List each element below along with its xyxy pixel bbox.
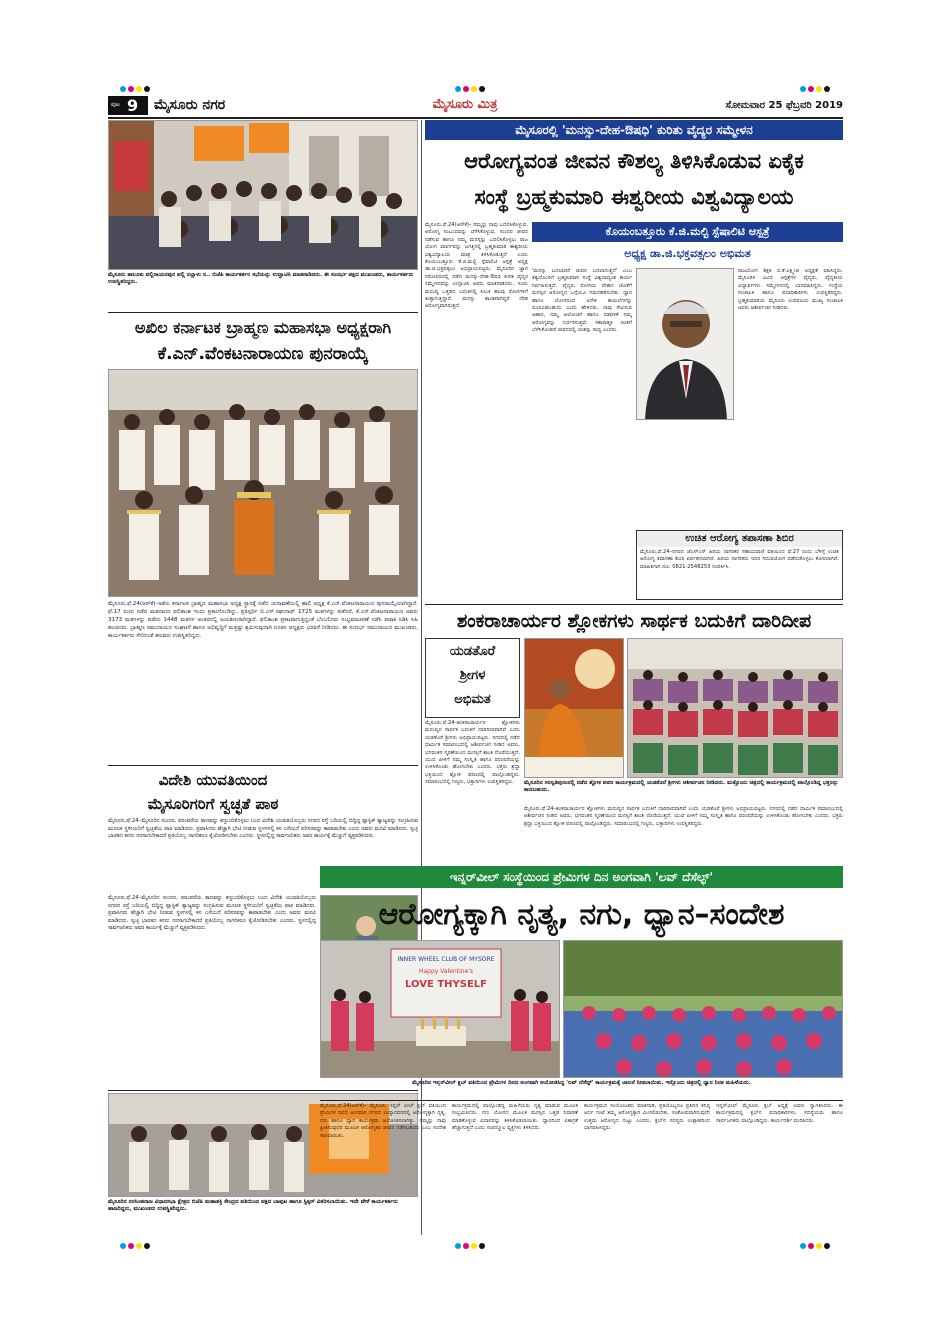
issue-date: ಸೋಮವಾರ 25 ಫೆಬ್ರವರಿ 2019 xyxy=(725,100,843,111)
vaidya-sub-2: ಅಧ್ಯಕ್ಷ ಡಾ.ಜಿ.ಭಕ್ತವತ್ಸಲಂ ಅಭಿಮತ xyxy=(624,247,751,260)
bjp-caption: ಮೈಸೂರು ತಾಲೂಕು ವಲ್ಲಿರಾಯನಪುರ ವಲ್ಲಿ ನಲ್ಲಾಳು ನ.. ಬಿಜೆಪಿ ಕಾರ್ಯಕರ್ತರ ಸಭೆಯನ್ನು ಉದ್ಘಾಟಿಸಿ ಮಾತನಾಡಿದರು. ಈ ಸಂದರ್ಭ ಪಕ್ಷದ ಮುಖಂಡರು, ಕಾರ್ಯಕರ್ತರು ಉಪಸ್ಥಿತರಿದ್ದರು. xyxy=(108,272,414,286)
registration-marks-top-right xyxy=(800,86,830,92)
brahmana-headline-1: ಅಖಿಲ ಕರ್ನಾಟಕ ಬ್ರಾಹ್ಮಣ ಮಹಾಸಭಾ ಅಧ್ಯಕ್ಷರಾಗಿ xyxy=(134,318,392,337)
vaidya-body-1: ಮೈಸೂರು,ಫೆ.24(ಆರ್‌ಕೆ)– ನಮ್ಮನ್ನು ನಾವು ಬದಲಿಸಿಕೊಳ್ಳುವ, ಆರೋಗ್ಯ ಸಂಬಂಧವನ್ನು ಬೆಳೆಸಿಕೊಳ್ಳುವ, ಸುಂದರ ಜೀವನ ನಡೆಸುವ ಹಾಗೂ ನಮ್ಮ ಮನಸ್ಸನ್ನು ಬದಲಿಸಿಕೊಳ್ಳಲು ರಾಜ ಯೋಗ ಮಾರ್ಗವನ್ನು ಜಗತ್ತಿನಲ್ಲಿ ಬ್ರಹ್ಮಕುಮಾರಿ ಈಶ್ವರೀಯ ವಿಶ್ವವಿದ್ಯಾಲಯ ಮಾತ್ರ ತಿಳಿಸಿಕೊಡುತ್ತಿದೆ ಎಂದು ಕೊಯಂಬತ್ತೂರು ಕೆ.ಜಿ.ಮಲ್ಟಿ ಸ್ಪೆಷಾಲಿಟಿ ಆಸ್ಪತ್ರೆ ಅಧ್ಯಕ್ಷ ಡಾ.ಜಿ.ಭಕ್ತವತ್ಸಲಂ ಅಭಿಪ್ರಾಯಪಟ್ಟರು. ಮೈಸೂರಿನ ಜ್ಞಾನ ಸರೋವರದಲ್ಲಿ ನಡೆದ ಮನಸ್ಸು-ದೇಹ-ಔಷಧಿ ಕುರಿತ ವೈದ್ಯರ ಸಮ್ಮೇಳನವನ್ನು ಉದ್ಘಾಟಿಸಿ ಅವರು ಮಾತನಾಡಿದರು. ಇಂದು ಮನುಷ್ಯ ಒತ್ತಡದ ಬದುಕಿನಲ್ಲಿ ಸಿಲುಕಿ ಹಲವು ರೋಗಗಳಿಗೆ ತುತ್ತಾಗುತ್ತಿದ್ದಾನೆ. ಮನಸ್ಸು ಶಾಂತವಾಗಿದ್ದರೆ ದೇಹ ಆರೋಗ್ಯವಾಗಿರುತ್ತದೆ. xyxy=(425,222,528,310)
divider-left-2 xyxy=(108,765,418,766)
shankara-headline: ಶಂಕರಾಚಾರ್ಯರ ಶ್ಲೋಕಗಳು ಸಾರ್ಥಕ ಬದುಕಿಗೆ ದಾರಿದೀಪ xyxy=(456,610,812,632)
section-title: ಮೈಸೂರು ನಗರ xyxy=(154,97,226,113)
vaidya-kicker: ಮೈಸೂರಲ್ಲಿ 'ಮನಸ್ಸು-ದೇಹ-ಔಷಧಿ' ಕುರಿತು ವೈದ್ಯರ ಸಮ್ಮೇಳನ xyxy=(425,120,843,140)
shankara-caption: ಮೈಸೂರಿನ ಸರಸ್ವತಿಪುರಂನಲ್ಲಿ ನಡೆದ ಶ್ಲೋಕ ಪಠಣ ಕಾರ್ಯಕ್ರಮದಲ್ಲಿ ಯಡತೊರೆ ಶ್ರೀಗಳು ಆಶೀರ್ವಚನ ನೀಡಿದರು. ಮತ್ತೊಂದು ಚಿತ್ರದಲ್ಲಿ ಕಾರ್ಯಕ್ರಮದಲ್ಲಿ ಪಾಲ್ಗೊಂಡಿದ್ದ ಭಕ್ತರನ್ನು ಕಾಣಬಹುದು. xyxy=(524,780,839,794)
masthead xyxy=(108,95,843,117)
doctor-portrait-photo xyxy=(636,268,734,420)
innerwheel-banner-3: LOVE THYSELF xyxy=(405,979,487,990)
videshi-body-cont xyxy=(108,895,316,1005)
innerwheel-headline: ಆರೋಗ್ಯಕ್ಕಾಗಿ ನೃತ್ಯ, ನಗು, ಧ್ಯಾನ–ಸಂದೇಶ xyxy=(378,897,785,932)
shankara-side-2: ಶ್ರೀಗಳ xyxy=(459,668,486,683)
innerwheel-banner-1: INNER WHEEL CLUB OF MYSORE xyxy=(397,956,495,963)
registration-marks-top-center xyxy=(455,86,485,92)
divider-right-1 xyxy=(425,604,843,605)
videshi-body-text: ಮೈಸೂರು,ಫೆ.24–ಮೈಸೂರಿನ ಸುಂದರ, ಪರಂಪರೆಯ ತಾಣವನ್ನು ಕಣ್ತುಂಬಿಕೊಳ್ಳಲು ಬಂದ ವಿದೇಶಿ ಯುವತಿಯೊಬ್ಬರು ನಗರದ ರಸ್ತೆ ಬದಿಯಲ್ಲಿ ಬಿದ್ದಿದ್ದ ಪ್ಲಾಸ್ಟಿಕ್ ತ್ಯಾಜ್ಯವನ್ನು ಸಂಗ್ರಹಿಸುವ ಮೂಲಕ ಸ್ಥಳೀಯರಿಗೆ ಸ್ವಚ್ಛತೆಯ ಪಾಠ ಮಾಡಿದರು. ಪ್ರವಾಸಿಗರು ಹೆಚ್ಚಾಗಿ ಭೇಟಿ ನೀಡುವ ಸ್ಥಳಗಳಲ್ಲಿ ಕಸ ಎಸೆಯದೆ ಪರಿಸರವನ್ನು ಕಾಪಾಡಬೇಕು ಎಂದು ಅವರು ಮನವಿ ಮಾಡಿದರು. ಸ್ವಚ್ಛ ಭಾರತದ ಕನಸು ನನಸಾಗಬೇಕಾದರೆ ಪ್ರತಿಯೊಬ್ಬ ನಾಗರಿಕರೂ ಕೈಜೋಡಿಸಬೇಕು ಎಂದರು. ಸ್ಥಳದಲ್ಲಿದ್ದ ಸಾರ್ವಜನಿಕರು ಅವರ ಕಾರ್ಯಕ್ಕೆ ಮೆಚ್ಚುಗೆ ವ್ಯಕ್ತಪಡಿಸಿದರು. xyxy=(108,895,316,932)
brahmana-group-photo xyxy=(108,369,418,597)
registration-marks-bottom-center xyxy=(455,1243,485,1249)
innerwheel-caption: ಮೈಸೂರಿನ ಇನ್ನರ್‌ವೀಲ್ ಕ್ಲಬ್ ವತಿಯಿಂದ ಪ್ರೇಮಿಗಳ ದಿನದ ಅಂಗವಾಗಿ ಆಯೋಜಿಸಿದ್ದ 'ಲವ್ ದೆಸೆಲ್ಫ್' ಕಾರ್ಯಕ್ರಮಕ್ಕೆ ಚಾಲನೆ ನೀಡಲಾಯಿತು. ಇನ್ನೊಂದು ಚಿತ್ರದಲ್ಲಿ ಧ್ಯಾನ ನಿರತ ಮಹಿಳೆಯರು. xyxy=(412,1080,751,1086)
vaidya-body-2: 'ಮನಸ್ಸು ಬದಲಾದರೆ ಜೀವನ ಬದಲಾಗುತ್ತದೆ' ಎಂಬ ತತ್ವದೊಂದಿಗೆ ಬ್ರಹ್ಮಕುಮಾರಿ ಸಂಸ್ಥೆ ವಿಶ್ವದಾದ್ಯಂತ ಕಾರ್ಯ ನಿರ್ವಹಿಸುತ್ತಿದೆ. ವೈದ್ಯರು ರೋಗಿಯ ದೇಹದ ಜೊತೆಗೆ ಮನಸ್ಸಿನ ಆರೋಗ್ಯದ ಬಗ್ಗೆಯೂ ಗಮನಹರಿಸಬೇಕು. ಧ್ಯಾನ ಹಾಗೂ ಯೋಗದಿಂದ ಅನೇಕ ಕಾಯಿಲೆಗಳನ್ನು ದೂರವಿಡಬಹುದು ಎಂದು ಹೇಳಿದರು. ನಾವು ಸೇವಿಸುವ ಆಹಾರ, ನಮ್ಮ ಆಲೋಚನೆ ಹಾಗೂ ನಡವಳಿಕೆ ನಮ್ಮ ಆರೋಗ್ಯವನ್ನು ನಿರ್ಧರಿಸುತ್ತವೆ. ಸಕಾರಾತ್ಮಕ ಚಿಂತನೆ ಬೆಳೆಸಿಕೊಂಡರೆ ಜೀವನದಲ್ಲಿ ಯಶಸ್ಸು ಸಾಧ್ಯ ಎಂದರು. xyxy=(532,268,632,334)
page-number: 9 xyxy=(127,96,139,115)
devotees-photo xyxy=(627,638,843,778)
camp-box xyxy=(636,530,843,600)
masthead-rule xyxy=(108,117,843,119)
innerwheel-body-1: ಮೈಸೂರು,ಫೆ.24(ಆರ್‌ಕೆ)– ಮೈಸೂರು ಇನ್ನರ್ ವೀಲ್ ಕ್ಲಬ್ ವತಿಯಿಂದ ಪ್ರೇಮಿಗಳ ದಿನದ ಅಂಗವಾಗಿ ನಗರದ ಉದ್ಯಾನವನದಲ್ಲಿ ಆರೋಗ್ಯಕ್ಕಾಗಿ ನೃತ್ಯ, ನಗು ಹಾಗೂ ಧ್ಯಾನ ಕಾರ್ಯಕ್ರಮ ಆಯೋಜಿಸಲಾಗಿತ್ತು. ನಮ್ಮನ್ನು ನಾವು ಪ್ರೀತಿಸುವುದರ ಮೂಲಕ ಆರೋಗ್ಯಕರ ಜೀವನ ನಡೆಸಬಹುದು ಎಂಬ ಸಂದೇಶ ಸಾರಲಾಯಿತು. xyxy=(320,1103,446,1139)
divider-left-1 xyxy=(108,312,418,313)
bjp-meeting-photo xyxy=(108,120,418,270)
vaidya-headline-1: ಆರೋಗ್ಯವಂತ ಜೀವನ ಕೌಶಲ್ಯ ತಿಳಿಸಿಕೊಡುವ ಏಕೈಕ xyxy=(464,149,804,173)
registration-marks-bottom-right xyxy=(800,1243,830,1249)
shankara-body-cont xyxy=(524,806,843,864)
registration-marks-top-left xyxy=(120,86,150,92)
vaidya-sub-1: ಕೊಯಂಬತ್ತೂರು ಕೆ.ಜಿ.ಮಲ್ಟಿ ಸ್ಪೆಷಾಲಿಟಿ ಆಸ್ಪತ್ರೆ xyxy=(532,222,843,242)
shankara-body: ಮೈಸೂರು,ಫೆ.24–ಶಂಕರಾಚಾರ್ಯರ ಶ್ಲೋಕಗಳು ಮನುಷ್ಯನ ಸಾರ್ಥಕ ಬದುಕಿಗೆ ದಾರಿದೀಪವಾಗಿವೆ ಎಂದು ಯಡತೊರೆ ಶ್ರೀಗಳು ಅಭಿಪ್ರಾಯಪಟ್ಟರು. ನಗರದಲ್ಲಿ ನಡೆದ ಧಾರ್ಮಿಕ ಸಮಾರಂಭದಲ್ಲಿ ಆಶೀರ್ವಚನ ನೀಡಿದ ಅವರು, ಭಗವಂತನ ಸ್ಮರಣೆಯಿಂದ ಮನಸ್ಸಿಗೆ ಶಾಂತಿ ದೊರೆಯುತ್ತದೆ. ಯುವ ಪೀಳಿಗೆ ನಮ್ಮ ಸಂಸ್ಕೃತಿ ಹಾಗೂ ಪರಂಪರೆಯನ್ನು ಉಳಿಸಿಕೊಂಡು ಹೋಗಬೇಕು ಎಂದರು. ಭಕ್ತರು ಶ್ರದ್ಧಾ ಭಕ್ತಿಯಿಂದ ಶ್ಲೋಕ ಪಠಣದಲ್ಲಿ ಪಾಲ್ಗೊಂಡಿದ್ದರು. ಸಮಾರಂಭದಲ್ಲಿ ಗಣ್ಯರು, ಭಕ್ತಾದಿಗಳು ಉಪಸ್ಥಿತರಿದ್ದರು. xyxy=(425,720,520,786)
swamiji-illustration xyxy=(525,639,624,778)
innerwheel-stage-illustration xyxy=(321,941,560,1078)
videshi-body: ಮೈಸೂರು,ಫೆ.24–ಮೈಸೂರಿನ ಸುಂದರ, ಪರಂಪರೆಯ ತಾಣವನ್ನು ಕಣ್ತುಂಬಿಕೊಳ್ಳಲು ಬಂದ ವಿದೇಶಿ ಯುವತಿಯೊಬ್ಬರು ನಗರದ ರಸ್ತೆ ಬದಿಯಲ್ಲಿ ಬಿದ್ದಿದ್ದ ಪ್ಲಾಸ್ಟಿಕ್ ತ್ಯಾಜ್ಯವನ್ನು ಸಂಗ್ರಹಿಸುವ ಮೂಲಕ ಸ್ಥಳೀಯರಿಗೆ ಸ್ವಚ್ಛತೆಯ ಪಾಠ ಮಾಡಿದರು. ಪ್ರವಾಸಿಗರು ಹೆಚ್ಚಾಗಿ ಭೇಟಿ ನೀಡುವ ಸ್ಥಳಗಳಲ್ಲಿ ಕಸ ಎಸೆಯದೆ ಪರಿಸರವನ್ನು ಕಾಪಾಡಬೇಕು ಎಂದು ಅವರು ಮನವಿ ಮಾಡಿದರು. ಸ್ವಚ್ಛ ಭಾರತದ ಕನಸು ನನಸಾಗಬೇಕಾದರೆ ಪ್ರತಿಯೊಬ್ಬ ನಾಗರಿಕರೂ ಕೈಜೋಡಿಸಬೇಕು ಎಂದರು. ಸ್ಥಳದಲ್ಲಿದ್ದ ಸಾರ್ವಜನಿಕರು ಅವರ ಕಾರ್ಯಕ್ಕೆ ಮೆಚ್ಚುಗೆ ವ್ಯಕ್ತಪಡಿಸಿದರು. xyxy=(108,818,418,840)
innerwheel-banner-2: Happy Valentine's xyxy=(418,968,474,975)
page-label: ಪುಟ xyxy=(111,101,120,108)
shankara-side-1: ಯಡತೊರೆ xyxy=(449,644,496,659)
shankara-side-3: ಅಭಿಮತ xyxy=(454,692,491,707)
shankara-body-text: ಮೈಸೂರು,ಫೆ.24–ಶಂಕರಾಚಾರ್ಯರ ಶ್ಲೋಕಗಳು ಮನುಷ್ಯನ ಸಾರ್ಥಕ ಬದುಕಿಗೆ ದಾರಿದೀಪವಾಗಿವೆ ಎಂದು ಯಡತೊರೆ ಶ್ರೀಗಳು ಅಭಿಪ್ರಾಯಪಟ್ಟರು. ನಗರದಲ್ಲಿ ನಡೆದ ಧಾರ್ಮಿಕ ಸಮಾರಂಭದಲ್ಲಿ ಆಶೀರ್ವಚನ ನೀಡಿದ ಅವರು, ಭಗವಂತನ ಸ್ಮರಣೆಯಿಂದ ಮನಸ್ಸಿಗೆ ಶಾಂತಿ ದೊರೆಯುತ್ತದೆ. ಯುವ ಪೀಳಿಗೆ ನಮ್ಮ ಸಂಸ್ಕೃತಿ ಹಾಗೂ ಪರಂಪರೆಯನ್ನು ಉಳಿಸಿಕೊಂಡು ಹೋಗಬೇಕು ಎಂದರು. ಭಕ್ತರು ಶ್ರದ್ಧಾ ಭಕ್ತಿಯಿಂದ ಶ್ಲೋಕ ಪಠಣದಲ್ಲಿ ಪಾಲ್ಗೊಂಡಿದ್ದರು. ಸಮಾರಂಭದಲ್ಲಿ ಗಣ್ಯರು, ಭಕ್ತಾದಿಗಳು ಉಪಸ್ಥಿತರಿದ್ದರು. xyxy=(524,806,843,827)
innerwheel-body-4: ಇನ್ನರ್‌ವೀಲ್ ಮೈಸೂರು ಕ್ಲಬ್ ಅಧ್ಯಕ್ಷೆ ಅವರು ಸ್ವಾಗತಿಸಿದರು. ಈ ಕಾರ್ಯಕ್ರಮದಲ್ಲಿ ಕ್ಲಬ್‌ನ ಪದಾಧಿಕಾರಿಗಳು, ಸದಸ್ಯೆಯರು ಹಾಗೂ ಸಾರ್ವಜನಿಕರು ಪಾಲ್ಗೊಂಡಿದ್ದರು. ಕಾರ್ಯದರ್ಶಿ ವಂದಿಸಿದರು. xyxy=(716,1103,843,1124)
videshi-headline-1: ವಿದೇಶಿ ಯುವತಿಯಿಂದ xyxy=(158,771,268,789)
shankara-side-box xyxy=(425,638,520,718)
brahmana-headline-2: ಕೆ.ಎನ್.ವೆಂಕಟನಾರಾಯಣ ಪುನರಾಯ್ಕೆ xyxy=(157,344,369,364)
vaidya-headline-2: ಸಂಸ್ಥೆ ಬ್ರಹ್ಮಕುಮಾರಿ ಈಶ್ವರೀಯ ವಿಶ್ವವಿದ್ಯಾಲಯ xyxy=(474,185,794,209)
brahmana-body: ಮೈಸೂರು,ಫೆ.24(ಆರ್‌ಕೆ)–ಅಖಿಲ ಕರ್ನಾಟಕ ಬ್ರಾಹ್ಮಣ ಮಹಾಸಭಾ ಅಧ್ಯಕ್ಷ ಸ್ಥಾನಕ್ಕೆ ನಡೆದ ಚುನಾವಣೆಯಲ್ಲಿ ಹಾಲಿ ಅಧ್ಯಕ್ಷ ಕೆ.ಎನ್.ವೆಂಕಟನಾರಾಯಣ ಪುನರಾಯ್ಕೆಯಾಗಿದ್ದಾರೆ. ಫೆ.17 ರಂದು ನಡೆದ ಮತದಾನದ ಫಲಿತಾಂಶ ಇಂದು ಪ್ರಕಟಗೊಂಡಿದ್ದು, ಪ್ರತಿಸ್ಪರ್ಧಿ ಬಿ.ಎಸ್.ರಘುನಾಥ್ 1725 ಮತಗಳನ್ನು ಪಡೆದರೆ, ಕೆ.ಎನ್.ವೆಂಕಟನಾರಾಯಣ ಅವರು 3173 ಮತಗಳನ್ನು ಪಡೆದು 1448 ಮತಗಳ ಅಂತರದಲ್ಲಿ ಜಯಶೀಲರಾಗಿದ್ದಾರೆ. ಫಲಿತಾಂಶ ಪ್ರಕಟವಾಗುತ್ತಿದ್ದಂತೆ ಬೆಂಬಲಿಗರು ಸಂಭ್ರಮಾಚರಣೆ ನಡೆಸಿ ಪಟಾಕಿ ಸಿಡಿಸಿ ಸಿಹಿ ಹಂಚಿದರು. ಬ್ರಾಹ್ಮಣ ಸಮುದಾಯದ ಸಂಘಟನೆ ಹಾಗೂ ಅಭಿವೃದ್ಧಿಗೆ ಮತ್ತಷ್ಟು ಶ್ರಮಿಸುವುದಾಗಿ ನೂತನ ಅಧ್ಯಕ್ಷರು ಭರವಸೆ ನೀಡಿದರು. ಈ ಸಂದರ್ಭ ಸಮುದಾಯದ ಮುಖಂಡರು, ಕಾರ್ಯಕರ್ತರು ಸೇರಿದಂತೆ ಹಲವರು ಉಪಸ್ಥಿತರಿದ್ದರು. xyxy=(108,601,418,639)
page-number-badge xyxy=(108,96,148,115)
brahmana-group-illustration xyxy=(109,370,418,597)
innerwheel-meditation-photo xyxy=(563,940,843,1078)
paper-name: ಮೈಸೂರು ಮಿತ್ರ xyxy=(432,97,498,112)
vaidya-body-3: ರಾಜಯೋಗ ಶಿಕ್ಷಕಿ ಬಿ.ಕೆ.ಲಕ್ಷ್ಮೀಜಿ ಅಧ್ಯಕ್ಷತೆ ವಹಿಸಿದ್ದರು. ಮೈಸೂರಿನ ವಿವಿಧ ಆಸ್ಪತ್ರೆಗಳ ವೈದ್ಯರು, ವೈದ್ಯಕೀಯ ವಿದ್ಯಾರ್ಥಿಗಳು ಸಮ್ಮೇಳನದಲ್ಲಿ ಭಾಗವಹಿಸಿದ್ದರು. ಸಂಸ್ಥೆಯ ಸಂಚಾಲಕಿ ಹಾಗೂ ಪದಾಧಿಕಾರಿಗಳು ಉಪಸ್ಥಿತರಿದ್ದರು. ಬ್ರಹ್ಮಕುಮಾರಿಯ ಮೈಸೂರು ಉಪವಲಯ ಮುಖ್ಯ ಸಂಚಾಲಕಿ ಅವರು ಆಶೀರ್ವಚನ ನೀಡಿದರು. xyxy=(738,268,843,312)
innerwheel-body-2: ಕಾರ್ಯಕ್ರಮದಲ್ಲಿ ಪಾಲ್ಗೊಂಡಿದ್ದ ಮಹಿಳೆಯರು ನೃತ್ಯ ಮಾಡುವ ಮೂಲಕ ಸಂಭ್ರಮಿಸಿದರು. ನಗು ಯೋಗದ ಮೂಲಕ ಮನಸ್ಸಿನ ಒತ್ತಡ ನಿವಾರಣೆ ಮಾಡಿಕೊಳ್ಳುವ ವಿಧಾನವನ್ನು ತಿಳಿಸಿಕೊಡಲಾಯಿತು. ಧ್ಯಾನದಿಂದ ಏಕಾಗ್ರತೆ ಹೆಚ್ಚಾಗುತ್ತದೆ ಎಂದು ಸಂಪನ್ಮೂಲ ವ್ಯಕ್ತಿಗಳು ತಿಳಿಸಿದರು. xyxy=(452,1103,578,1132)
camp-body: ಮೈಸೂರು,ಫೆ.24–ನಗರದ ಜೆಎಸ್‌ಎಸ್ ಹಿರಿಯ ನಾಗರಿಕರ ಸಹಾಯವಾಣಿ ವತಿಯಿಂದ ಫೆ.27 ರಂದು ಬೆಳಿಗ್ಗೆ ಉಚಿತ ಆರೋಗ್ಯ ತಪಾಸಣಾ ಶಿಬಿರ ಏರ್ಪಡಿಸಲಾಗಿದೆ. ಹಿರಿಯ ನಾಗರಿಕರು ಇದರ ಸದುಪಯೋಗ ಪಡೆದುಕೊಳ್ಳಲು ಕೋರಲಾಗಿದೆ. ಮಾಹಿತಿಗಾಗಿ ದೂ: 0821-2548253 ಸಂಪರ್ಕಿಸಿ. xyxy=(640,549,839,570)
bjp-flags-caption: ಮೈಸೂರಿನ ನರಸಿಂಹರಾಜ ವಿಧಾನಸಭಾ ಕ್ಷೇತ್ರದ ಬಿಜೆಪಿ ಮಹಾಶಕ್ತಿ ಕೇಂದ್ರದ ವತಿಯಿಂದ ಪಕ್ಷದ ಬಾವುಟ ಹಾಗೂ ಸ್ಟಿಕ್ಕರ್ ವಿತರಿಸಲಾಯಿತು. ಇದೇ ವೇಳೆ ಕಾರ್ಯಕರ್ತರು ಹಾಜರಿದ್ದರು, ಮುಖಂಡರು ಉಪಸ್ಥಿತರಿದ್ದರು. xyxy=(108,1199,398,1213)
divider-right-2 xyxy=(320,1100,843,1101)
innerwheel-stage-photo xyxy=(320,940,560,1078)
swamiji-photo xyxy=(524,638,624,778)
innerwheel-body-3: ಕಾರ್ಯಕ್ರಮದ ಸಂಯೋಜಕರು ಮಾತನಾಡಿ, ಪ್ರತಿಯೊಬ್ಬರೂ ಪ್ರತಿದಿನ ಕನಿಷ್ಠ ಅರ್ಧ ಗಂಟೆ ತಮ್ಮ ಆರೋಗ್ಯಕ್ಕಾಗಿ ಮೀಸಲಿಡಬೇಕು. ಸಂತೋಷವಾಗಿರುವುದೇ ಉತ್ತಮ ಆರೋಗ್ಯದ ಗುಟ್ಟು ಎಂದರು. ಕ್ಲಬ್‌ನ ಸದಸ್ಯರು ಉತ್ಸಾಹದಿಂದ ಭಾಗವಹಿಸಿದ್ದರು. xyxy=(584,1103,710,1132)
doctor-portrait-illustration xyxy=(637,269,734,420)
devotees-illustration xyxy=(628,639,843,778)
bjp-meeting-illustration xyxy=(109,121,418,270)
videshi-headline-2: ಮೈಸೂರಿಗರಿಗೆ ಸ್ವಚ್ಛತೆ ಪಾಠ xyxy=(147,795,279,813)
innerwheel-kicker: ಇನ್ನರ್‌ವೀಲ್ ಸಂಸ್ಥೆಯಿಂದ ಪ್ರೇಮಿಗಳ ದಿನ ಅಂಗವಾಗಿ 'ಲವ್ ದೆಸೆಲ್ಫ್' xyxy=(320,866,843,888)
registration-marks-bottom-left xyxy=(120,1243,150,1249)
camp-title: ಉಚಿತ ಆರೋಗ್ಯ ತಪಾಸಣಾ ಶಿಬಿರ xyxy=(637,531,842,547)
innerwheel-meditation-illustration xyxy=(564,941,843,1078)
